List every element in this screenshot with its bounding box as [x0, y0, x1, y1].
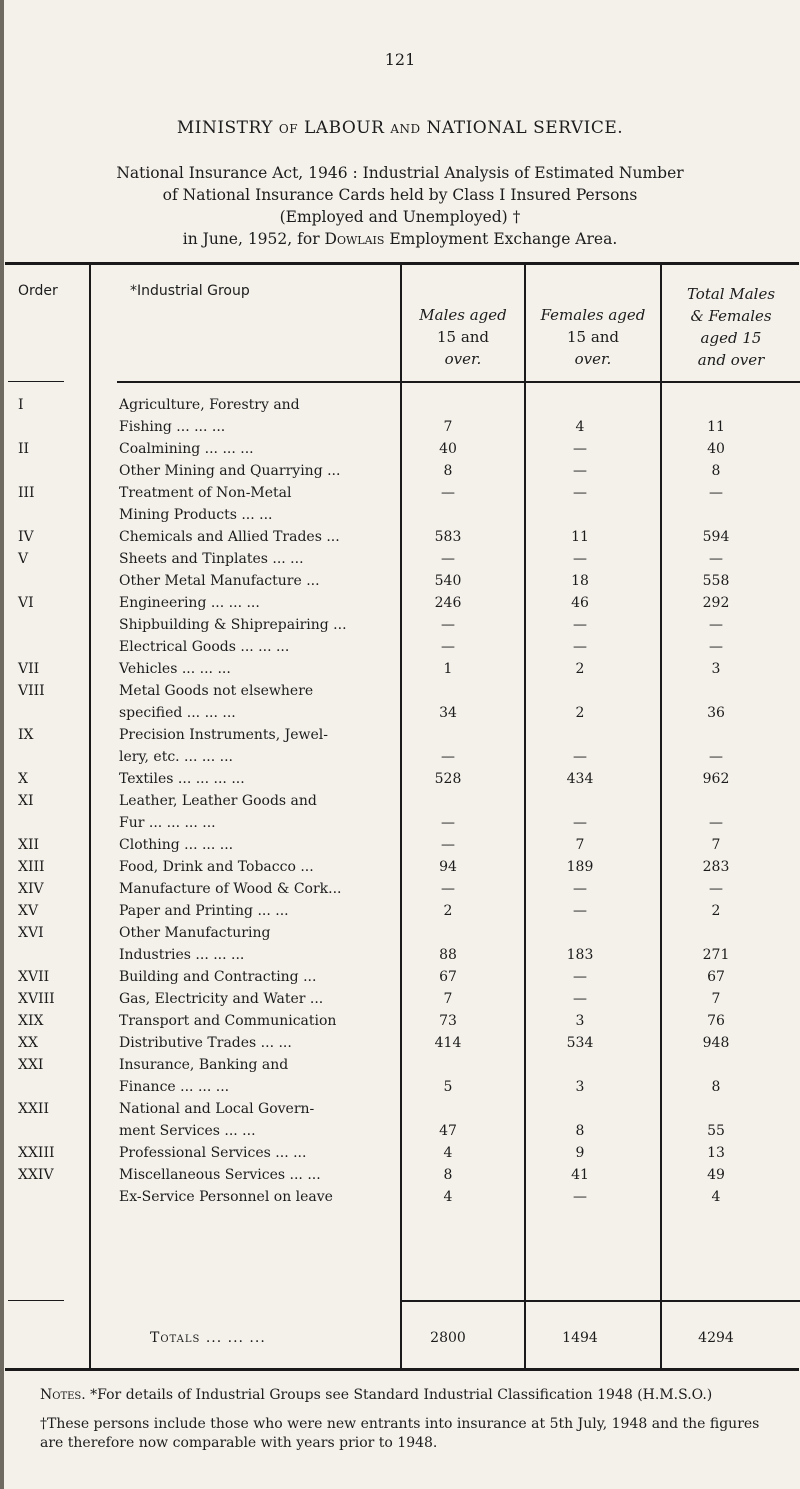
- females-cell: 534: [566, 1035, 594, 1051]
- table-row: [0, 614, 800, 636]
- heading-line-4: [0, 228, 800, 250]
- table-row: [0, 746, 800, 768]
- females-cell: 4: [575, 419, 585, 435]
- industrial-group-cell: Industries ... ... ...: [119, 947, 245, 963]
- table-row: [0, 966, 800, 988]
- order-cell: XVI: [18, 925, 44, 941]
- females-cell: 3: [575, 1013, 585, 1029]
- males-cell: 246: [434, 595, 462, 611]
- industrial-group-cell: Insurance, Banking and: [119, 1057, 289, 1073]
- males-cell: 8: [443, 1167, 453, 1183]
- table-row: [0, 680, 800, 702]
- males-cell: 40: [439, 441, 457, 457]
- table-row: [0, 1142, 800, 1164]
- order-cell: II: [18, 441, 30, 457]
- order-cell: XIX: [18, 1013, 44, 1029]
- order-header-rule: [8, 381, 64, 382]
- table-row: [0, 548, 800, 570]
- total-cell: 7: [711, 991, 721, 1007]
- table-row: [0, 900, 800, 922]
- males-cell: 7: [443, 991, 453, 1007]
- males-header: [402, 304, 524, 370]
- totals-males: 2800: [430, 1330, 466, 1346]
- industrial-group-cell: Sheets and Tinplates ... ...: [119, 551, 304, 567]
- females-cell: 189: [566, 859, 594, 875]
- males-cell: 88: [439, 947, 457, 963]
- females-cell: 3: [575, 1079, 585, 1095]
- industrial-group-cell: Precision Instruments, Jewel-: [119, 727, 329, 743]
- order-cell: X: [18, 771, 28, 787]
- table-row: [0, 592, 800, 614]
- table-row: [0, 724, 800, 746]
- table-row: [0, 878, 800, 900]
- females-cell: —: [573, 639, 587, 655]
- industrial-group-cell: Miscellaneous Services ... ...: [119, 1167, 321, 1183]
- note-1: [40, 1386, 780, 1405]
- females-cell: —: [573, 881, 587, 897]
- total-header: [662, 283, 800, 371]
- industrial-group-cell: Metal Goods not elsewhere: [119, 683, 314, 699]
- note-1-text: *For details of Industrial Groups see Standard Industrial Classification 1948 (H.M.S.O.): [90, 1387, 713, 1403]
- order-cell: XVII: [18, 969, 50, 985]
- industrial-group-cell: Other Manufacturing: [119, 925, 271, 941]
- industrial-group-cell: lery, etc. ... ... ...: [119, 749, 234, 765]
- order-cell: I: [18, 397, 24, 413]
- females-cell: 2: [575, 661, 585, 677]
- industrial-group-cell: Fishing ... ... ...: [119, 419, 226, 435]
- order-cell: VI: [18, 595, 34, 611]
- industrial-group-cell: Agriculture, Forestry and: [119, 397, 300, 413]
- order-header: Order: [18, 283, 58, 299]
- total-cell: 283: [702, 859, 730, 875]
- industrial-group-cell: Treatment of Non-Metal: [119, 485, 292, 501]
- total-cell: 271: [702, 947, 730, 963]
- males-cell: 7: [443, 419, 453, 435]
- table-row: [0, 834, 800, 856]
- order-cell: XXII: [18, 1101, 49, 1117]
- females-header-line-2: 15 and: [566, 328, 620, 346]
- males-cell: 414: [434, 1035, 462, 1051]
- industrial-group-cell: Mining Products ... ...: [119, 507, 273, 523]
- females-cell: —: [573, 815, 587, 831]
- females-cell: 46: [571, 595, 589, 611]
- heading-line-3: (Employed and Unemployed) †: [279, 208, 521, 226]
- order-cell: XXIV: [18, 1167, 54, 1183]
- females-cell: —: [573, 441, 587, 457]
- total-cell: 8: [711, 463, 721, 479]
- total-cell: 558: [702, 573, 730, 589]
- males-cell: —: [441, 837, 455, 853]
- females-cell: 8: [575, 1123, 585, 1139]
- table-row: [0, 944, 800, 966]
- total-cell: —: [709, 881, 723, 897]
- heading-line-2: of National Insurance Cards held by Class I Insured Persons: [162, 186, 638, 204]
- females-cell: —: [573, 991, 587, 1007]
- females-cell: —: [573, 1189, 587, 1205]
- total-cell: 8: [711, 1079, 721, 1095]
- table-row: [0, 1076, 800, 1098]
- table-row: [0, 460, 800, 482]
- males-cell: 540: [434, 573, 462, 589]
- totals-label: Totals ... ... ...: [150, 1330, 266, 1346]
- table-row: [0, 416, 800, 438]
- total-cell: —: [709, 485, 723, 501]
- males-header-line-3: over.: [444, 350, 482, 368]
- industrial-group-cell: Textiles ... ... ... ...: [119, 771, 245, 787]
- order-cell: XII: [18, 837, 40, 853]
- industrial-group-cell: Chemicals and Allied Trades ...: [119, 529, 340, 545]
- total-cell: 3: [711, 661, 721, 677]
- males-cell: 73: [439, 1013, 457, 1029]
- heading-line-1: National Insurance Act, 1946 : Industrial Analysis of Estimated Number: [116, 164, 684, 182]
- males-cell: 1: [443, 661, 453, 677]
- report-heading: [0, 162, 800, 250]
- heading-line-4-pre: in June, 1952, for: [182, 230, 325, 248]
- total-cell: 11: [707, 419, 725, 435]
- males-cell: 5: [443, 1079, 453, 1095]
- females-cell: —: [573, 903, 587, 919]
- total-cell: 4: [711, 1189, 721, 1205]
- table-row: [0, 394, 800, 416]
- table-row: [0, 658, 800, 680]
- industrial-group-cell: Manufacture of Wood & Cork...: [119, 881, 342, 897]
- exchange-area-name: Dowlais: [324, 230, 385, 248]
- males-cell: 47: [439, 1123, 457, 1139]
- total-cell: 594: [702, 529, 730, 545]
- table-row: [0, 1098, 800, 1120]
- industrial-group-cell: Other Metal Manufacture ...: [119, 573, 320, 589]
- order-totals-rule: [8, 1300, 64, 1301]
- total-cell: 948: [702, 1035, 730, 1051]
- order-cell: V: [18, 551, 29, 567]
- heading-line-4-post: Employment Exchange Area.: [384, 230, 618, 248]
- males-cell: —: [441, 815, 455, 831]
- industrial-group-cell: National and Local Govern-: [119, 1101, 315, 1117]
- table-row: [0, 1164, 800, 1186]
- table-row: [0, 922, 800, 944]
- total-header-line-1: Total Males: [686, 285, 776, 303]
- table-row: [0, 768, 800, 790]
- industrial-group-cell: Electrical Goods ... ... ...: [119, 639, 290, 655]
- males-cell: —: [441, 639, 455, 655]
- order-cell: XV: [18, 903, 39, 919]
- table-row: [0, 438, 800, 460]
- page-number: 121: [384, 50, 416, 69]
- females-header-line-3: over.: [574, 350, 612, 368]
- order-cell: III: [18, 485, 35, 501]
- totals-row: [0, 1327, 800, 1349]
- order-cell: IV: [18, 529, 34, 545]
- total-cell: 49: [707, 1167, 725, 1183]
- total-header-line-3: aged 15: [700, 329, 762, 347]
- males-cell: 528: [434, 771, 462, 787]
- total-cell: 36: [707, 705, 725, 721]
- industrial-group-cell: Fur ... ... ... ...: [119, 815, 216, 831]
- total-cell: 76: [707, 1013, 725, 1029]
- table-row: [0, 636, 800, 658]
- total-cell: 13: [707, 1145, 725, 1161]
- order-cell: IX: [18, 727, 34, 743]
- table-row: [0, 1120, 800, 1142]
- industrial-group-cell: Leather, Leather Goods and: [119, 793, 317, 809]
- table-row: [0, 570, 800, 592]
- industrial-group-cell: Engineering ... ... ...: [119, 595, 260, 611]
- total-cell: —: [709, 551, 723, 567]
- industrial-group-cell: Transport and Communication: [119, 1013, 337, 1029]
- industrial-group-cell: Shipbuilding & Shiprepairing ...: [119, 617, 347, 633]
- totals-total: 4294: [698, 1330, 734, 1346]
- table-row: [0, 702, 800, 724]
- males-cell: 8: [443, 463, 453, 479]
- total-cell: 7: [711, 837, 721, 853]
- note-2: †These persons include those who were new entrants into insurance at 5th July, 1948 and the figures are therefore now comparable with years prior to 1948.: [40, 1416, 760, 1451]
- males-cell: 583: [434, 529, 462, 545]
- males-cell: —: [441, 551, 455, 567]
- males-cell: —: [441, 881, 455, 897]
- totals-females: 1494: [562, 1330, 598, 1346]
- females-cell: 9: [575, 1145, 585, 1161]
- females-cell: 18: [571, 573, 589, 589]
- table-bottom-rule: [5, 1368, 799, 1371]
- industrial-group-cell: Ex-Service Personnel on leave: [119, 1189, 333, 1205]
- table-top-rule: [5, 262, 799, 265]
- males-cell: —: [441, 617, 455, 633]
- industrial-group-cell: Other Mining and Quarrying ...: [119, 463, 341, 479]
- females-cell: 41: [571, 1167, 589, 1183]
- industrial-group-cell: Vehicles ... ... ...: [119, 661, 231, 677]
- industrial-group-cell: specified ... ... ...: [119, 705, 236, 721]
- males-header-line-2: 15 and: [436, 328, 490, 346]
- table-row: [0, 1186, 800, 1208]
- total-cell: 55: [707, 1123, 725, 1139]
- total-header-line-2: & Females: [690, 307, 772, 325]
- females-header-line-1: Females aged: [540, 306, 646, 324]
- females-cell: 11: [571, 529, 589, 545]
- females-cell: —: [573, 485, 587, 501]
- females-cell: 2: [575, 705, 585, 721]
- order-cell: XXIII: [18, 1145, 55, 1161]
- total-cell: —: [709, 815, 723, 831]
- totals-top-rule: [400, 1300, 800, 1302]
- industrial-group-cell: Professional Services ... ...: [119, 1145, 307, 1161]
- table-row: [0, 1010, 800, 1032]
- order-cell: XI: [18, 793, 34, 809]
- females-cell: —: [573, 463, 587, 479]
- males-cell: —: [441, 485, 455, 501]
- ministry-title: MINISTRY of LABOUR and NATIONAL SERVICE.: [176, 118, 624, 138]
- table-row: [0, 482, 800, 504]
- males-cell: 34: [439, 705, 457, 721]
- table-row: [0, 790, 800, 812]
- industrial-group-cell: Distributive Trades ... ...: [119, 1035, 292, 1051]
- order-cell: VII: [18, 661, 40, 677]
- total-header-line-4: and over: [697, 351, 765, 369]
- females-cell: —: [573, 969, 587, 985]
- males-cell: 67: [439, 969, 457, 985]
- industrial-group-cell: Gas, Electricity and Water ...: [119, 991, 324, 1007]
- industrial-group-cell: Building and Contracting ...: [119, 969, 317, 985]
- females-cell: 434: [566, 771, 594, 787]
- total-cell: 962: [702, 771, 730, 787]
- table-row: [0, 504, 800, 526]
- industrial-group-cell: Paper and Printing ... ...: [119, 903, 289, 919]
- order-cell: XXI: [18, 1057, 44, 1073]
- order-cell: VIII: [18, 683, 45, 699]
- females-cell: —: [573, 551, 587, 567]
- total-cell: 40: [707, 441, 725, 457]
- order-cell: XX: [18, 1035, 38, 1051]
- total-cell: —: [709, 617, 723, 633]
- industrial-group-header: *Industrial Group: [130, 283, 250, 299]
- table-row: [0, 988, 800, 1010]
- males-cell: 4: [443, 1145, 453, 1161]
- table-row: [0, 1054, 800, 1076]
- industrial-group-cell: ment Services ... ...: [119, 1123, 256, 1139]
- industrial-group-cell: Food, Drink and Tobacco ...: [119, 859, 314, 875]
- males-cell: 94: [439, 859, 457, 875]
- females-cell: —: [573, 617, 587, 633]
- males-cell: 4: [443, 1189, 453, 1205]
- table-row: [0, 526, 800, 548]
- table-row: [0, 856, 800, 878]
- header-bottom-rule: [117, 381, 800, 383]
- table-row: [0, 1032, 800, 1054]
- females-cell: —: [573, 749, 587, 765]
- notes-section: [40, 1386, 780, 1463]
- total-cell: 292: [702, 595, 730, 611]
- total-cell: 67: [707, 969, 725, 985]
- females-cell: 183: [566, 947, 594, 963]
- industrial-group-cell: Coalmining ... ... ...: [119, 441, 254, 457]
- males-cell: —: [441, 749, 455, 765]
- order-cell: XVIII: [18, 991, 55, 1007]
- table-row: [0, 812, 800, 834]
- males-header-line-1: Males aged: [419, 306, 507, 324]
- males-cell: 2: [443, 903, 453, 919]
- total-cell: —: [709, 639, 723, 655]
- industrial-group-cell: Clothing ... ... ...: [119, 837, 234, 853]
- order-cell: XIV: [18, 881, 44, 897]
- notes-label: Notes.: [40, 1387, 86, 1403]
- industrial-group-cell: Finance ... ... ...: [119, 1079, 230, 1095]
- total-cell: 2: [711, 903, 721, 919]
- females-header: [526, 304, 660, 370]
- order-cell: XIII: [18, 859, 45, 875]
- total-cell: —: [709, 749, 723, 765]
- females-cell: 7: [575, 837, 585, 853]
